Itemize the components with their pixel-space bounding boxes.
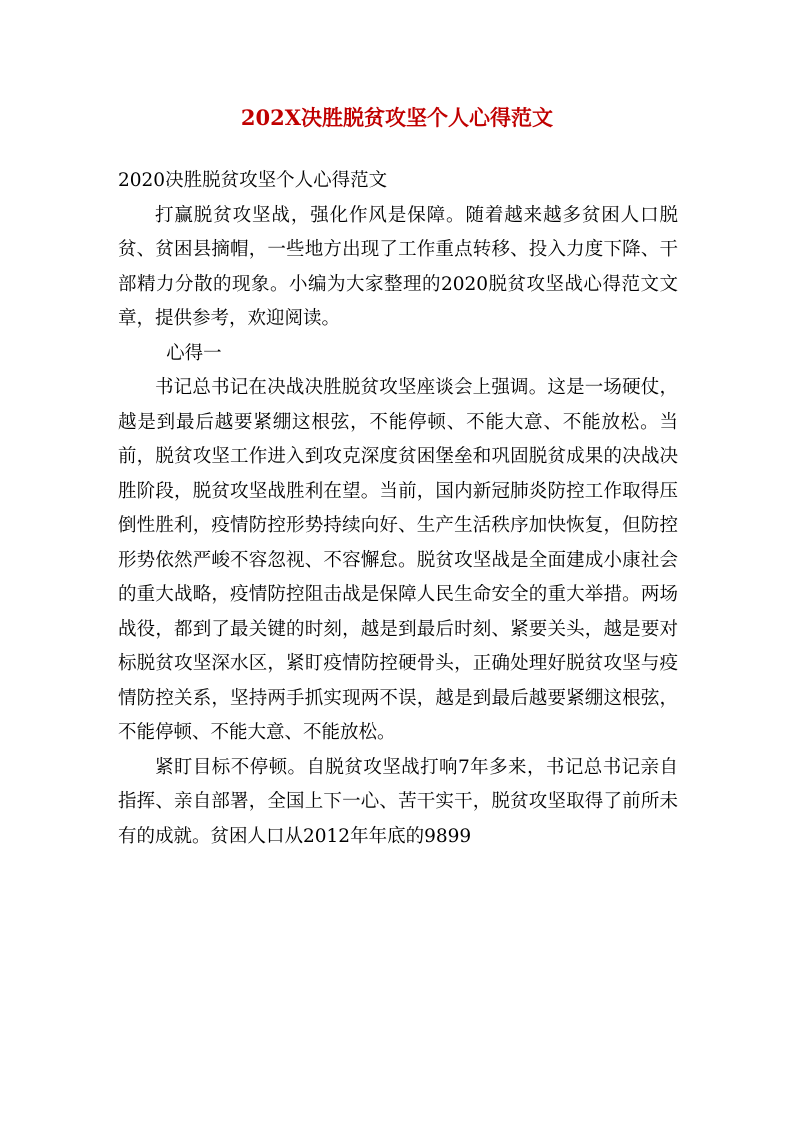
- document-body: [118, 164, 678, 854]
- section-heading: 心得一: [166, 342, 222, 364]
- document-title: 202X决胜脱贫攻坚个人心得范文: [240, 105, 554, 130]
- paragraph-body: 书记总书记在决战决胜脱贫攻坚座谈会上强调。这是一场硬仗，越是到最后越要紧绷这根弦，不能停顿、不能大意、不能放松。当前，脱贫攻坚工作进入到攻克深度贫困堡垒和巩固脱贫成果的决战决胜阶段，脱贫攻坚战胜利在望。当前，国内新冠肺炎防控工作取得压倒性胜利，疫情防控形势持续向好、生产生活秩序加快恢复，但防控形势依然严峻不容忽视、不容懈怠。脱贫攻坚战是全面建成小康社会的重大战略，疫情防控阻击战是保障人民生命安全的重大举措。两场战役，都到了最关键的时刻，越是到最后时刻、紧要关头，越是要对标脱贫攻坚深水区，紧盯疫情防控硬骨头，正确处理好脱贫攻坚与疫情防控关系，坚持两手抓实现两不误，越是到最后越要紧绷这根弦，不能停顿、不能大意、不能放松。: [118, 377, 678, 743]
- paragraph-body: 紧盯目标不停顿。自脱贫攻坚战打响7年多来，书记总书记亲自指挥、亲自部署，全国上下一心、苦干实干，脱贫攻坚取得了前所未有的成就。贫困人口从2012年年底的9899: [118, 756, 678, 847]
- paragraph-intro: 打赢脱贫攻坚战，强化作风是保障。随着越来越多贫困人口脱贫、贫困县摘帽，一些地方出现了工作重点转移、投入力度下降、干部精力分散的现象。小编为大家整理的2020脱贫攻坚战心得范文文章，提供参考，欢迎阅读。: [118, 204, 678, 329]
- document-subtitle: 2020决胜脱贫攻坚个人心得范文: [118, 170, 388, 191]
